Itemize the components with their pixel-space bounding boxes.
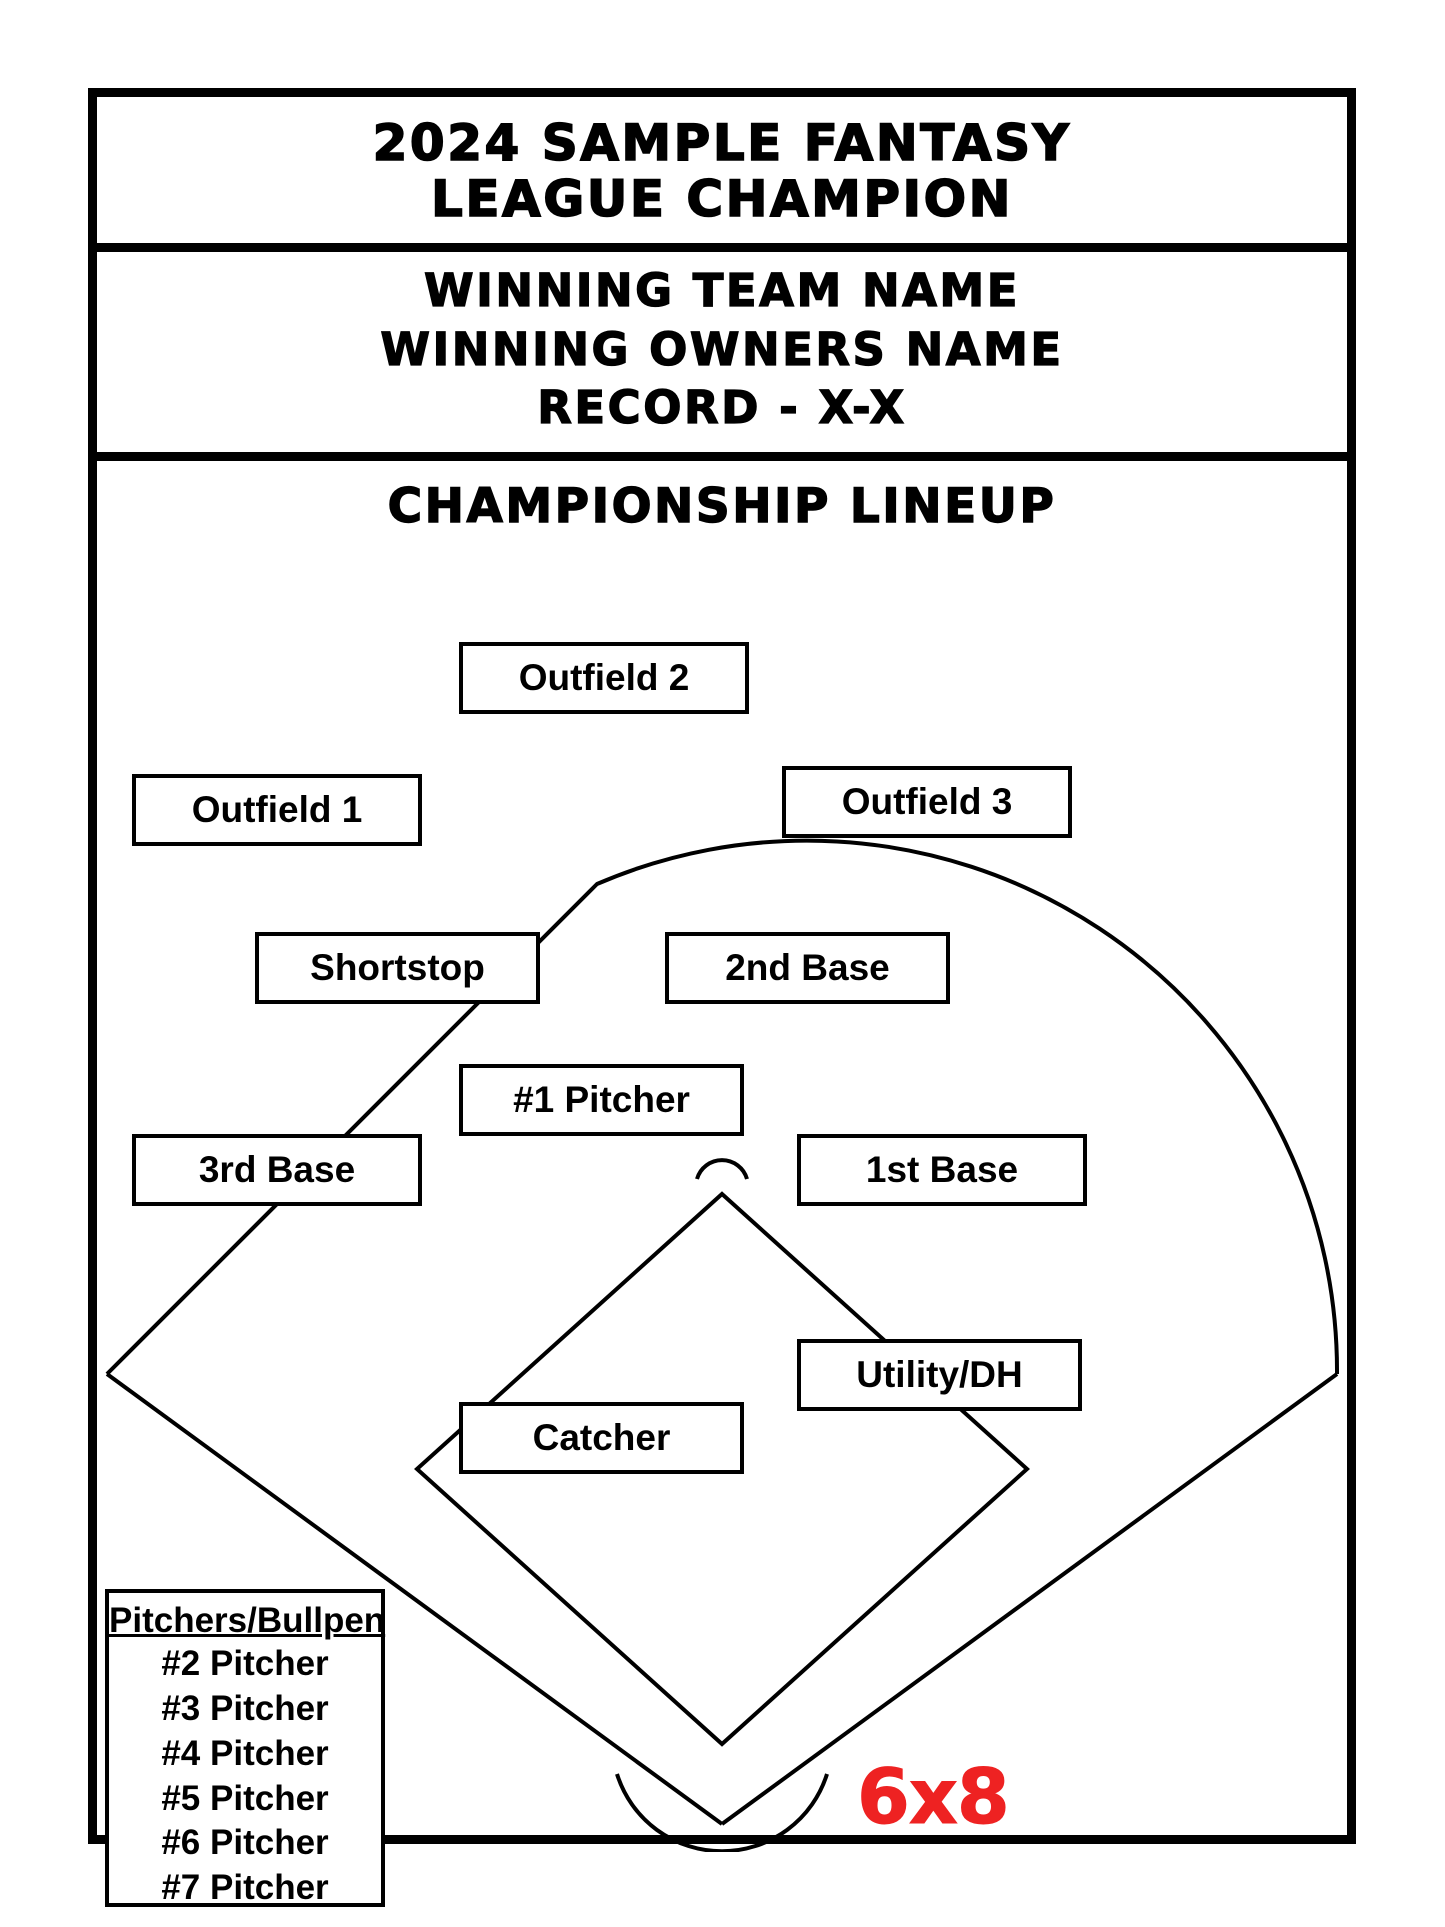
position-utility-dh[interactable] — [797, 1339, 1082, 1411]
position-third-base[interactable] — [132, 1134, 422, 1206]
bullpen-item: #6 Pitcher — [161, 1823, 329, 1863]
position-outfield3[interactable] — [782, 766, 1072, 838]
poster-frame — [88, 88, 1356, 1908]
bullpen-list[interactable] — [105, 1589, 385, 1907]
position-outfield1-label: Outfield 1 — [191, 788, 363, 830]
title-line-1: 2024 SAMPLE FANTASY — [372, 114, 1072, 172]
bullpen-item: #7 Pitcher — [161, 1868, 329, 1908]
bullpen-item: #3 Pitcher — [161, 1689, 329, 1729]
team-record: RECORD - X-X — [537, 381, 907, 434]
team-info-band — [97, 252, 1347, 461]
owner-name: WINNING OWNERS NAME — [380, 322, 1064, 376]
championship-title-band — [97, 97, 1347, 252]
title-line-2: LEAGUE CHAMPION — [430, 170, 1013, 228]
position-third-base-label: 3rd Base — [198, 1148, 356, 1190]
position-first-base[interactable] — [797, 1134, 1087, 1206]
position-pitcher-1-label: #1 Pitcher — [513, 1078, 690, 1120]
position-catcher[interactable] — [459, 1402, 744, 1474]
position-outfield1[interactable] — [132, 774, 422, 846]
position-second-base[interactable] — [665, 932, 950, 1004]
position-pitcher-1[interactable] — [459, 1064, 744, 1136]
position-utility-dh-label: Utility/DH — [856, 1353, 1023, 1395]
lineup-heading: CHAMPIONSHIP LINEUP — [387, 478, 1057, 534]
bullpen-item: #5 Pitcher — [161, 1778, 329, 1818]
position-second-base-label: 2nd Base — [725, 946, 890, 988]
position-outfield2[interactable] — [459, 642, 749, 714]
baseball-field-diagram — [97, 534, 1347, 1908]
position-first-base-label: 1st Base — [865, 1148, 1019, 1190]
bullpen-item: #4 Pitcher — [161, 1733, 329, 1773]
bullpen-item: #2 Pitcher — [161, 1644, 329, 1684]
position-shortstop-label: Shortstop — [310, 946, 485, 988]
position-outfield2-label: Outfield 2 — [518, 656, 690, 698]
position-shortstop[interactable] — [255, 932, 540, 1004]
size-stamp: 6x8 — [857, 1751, 1009, 1841]
bullpen-title: Pitchers/Bullpen — [109, 1600, 386, 1640]
team-name: WINNING TEAM NAME — [424, 264, 1020, 317]
position-outfield3-label: Outfield 3 — [841, 780, 1013, 822]
position-catcher-label: Catcher — [532, 1416, 671, 1458]
